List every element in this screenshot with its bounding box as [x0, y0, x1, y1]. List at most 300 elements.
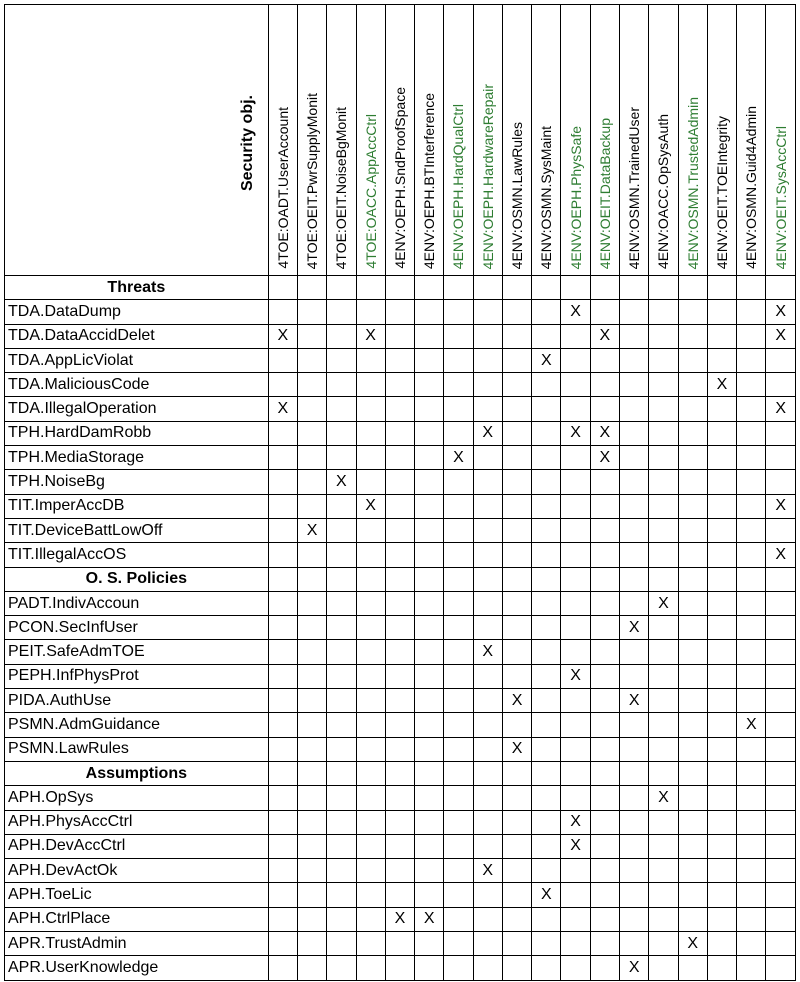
- empty-cell: [327, 494, 356, 518]
- empty-cell: [297, 689, 326, 713]
- empty-cell: [590, 470, 619, 494]
- empty-cell: [532, 810, 561, 834]
- empty-cell: [327, 446, 356, 470]
- empty-cell: [473, 591, 502, 615]
- empty-cell: [737, 324, 766, 348]
- empty-cell: [268, 713, 297, 737]
- table-row: [5, 956, 796, 980]
- column-header-label: 4ENV:OEIT.DataBackup: [596, 117, 613, 269]
- empty-cell: [707, 810, 736, 834]
- empty-cell: [707, 397, 736, 421]
- empty-cell: [268, 373, 297, 397]
- empty-cell: [766, 276, 796, 300]
- row-label: TIT.IllegalAccOS: [5, 543, 269, 567]
- empty-cell: [356, 616, 385, 640]
- empty-cell: [532, 761, 561, 785]
- table-row: [5, 373, 796, 397]
- column-header-label: 4ENV:OEIT.TOEIntegrity: [714, 115, 731, 269]
- empty-cell: [473, 834, 502, 858]
- column-header: [327, 5, 356, 276]
- empty-cell: [561, 446, 590, 470]
- empty-cell: [385, 737, 414, 761]
- column-header: [620, 5, 649, 276]
- empty-cell: [678, 518, 707, 542]
- empty-cell: [561, 324, 590, 348]
- table-row: [5, 713, 796, 737]
- empty-cell: [444, 300, 473, 324]
- empty-cell: [590, 518, 619, 542]
- empty-cell: [707, 494, 736, 518]
- table-row: [5, 421, 796, 445]
- empty-cell: [737, 567, 766, 591]
- empty-cell: [385, 640, 414, 664]
- empty-cell: [532, 567, 561, 591]
- section-heading: O. S. Policies: [5, 567, 269, 591]
- empty-cell: [502, 446, 531, 470]
- empty-cell: [707, 786, 736, 810]
- row-label: PCON.SecInfUser: [5, 616, 269, 640]
- empty-cell: [502, 373, 531, 397]
- empty-cell: [297, 786, 326, 810]
- empty-cell: [737, 276, 766, 300]
- empty-cell: [561, 737, 590, 761]
- empty-cell: [502, 810, 531, 834]
- empty-cell: [444, 664, 473, 688]
- empty-cell: [327, 907, 356, 931]
- table-row: [5, 810, 796, 834]
- empty-cell: [297, 324, 326, 348]
- empty-cell: [532, 834, 561, 858]
- empty-cell: [532, 470, 561, 494]
- empty-cell: [590, 761, 619, 785]
- empty-cell: [385, 397, 414, 421]
- empty-cell: [327, 591, 356, 615]
- empty-cell: [766, 373, 796, 397]
- empty-cell: [590, 373, 619, 397]
- empty-cell: [385, 834, 414, 858]
- mark-cell: X: [532, 883, 561, 907]
- empty-cell: [590, 689, 619, 713]
- empty-cell: [502, 834, 531, 858]
- section-row: [5, 276, 796, 300]
- empty-cell: [590, 640, 619, 664]
- mark-cell: X: [532, 348, 561, 372]
- empty-cell: [649, 494, 678, 518]
- empty-cell: [444, 883, 473, 907]
- empty-cell: [707, 883, 736, 907]
- empty-cell: [561, 907, 590, 931]
- empty-cell: [590, 664, 619, 688]
- empty-cell: [297, 276, 326, 300]
- empty-cell: [649, 713, 678, 737]
- empty-cell: [297, 616, 326, 640]
- table-row: [5, 446, 796, 470]
- empty-cell: [678, 664, 707, 688]
- mark-cell: X: [649, 591, 678, 615]
- empty-cell: [268, 567, 297, 591]
- empty-cell: [649, 859, 678, 883]
- empty-cell: [707, 834, 736, 858]
- mark-cell: X: [649, 786, 678, 810]
- empty-cell: [356, 348, 385, 372]
- empty-cell: [620, 324, 649, 348]
- empty-cell: [707, 616, 736, 640]
- empty-cell: [707, 421, 736, 445]
- empty-cell: [327, 786, 356, 810]
- empty-cell: [766, 713, 796, 737]
- column-header-label: 4ENV:OSMN.TrustedAdmin: [684, 96, 701, 269]
- empty-cell: [678, 494, 707, 518]
- empty-cell: [327, 567, 356, 591]
- empty-cell: [532, 859, 561, 883]
- table-row: [5, 737, 796, 761]
- empty-cell: [678, 834, 707, 858]
- row-label: APH.OpSys: [5, 786, 269, 810]
- empty-cell: [385, 932, 414, 956]
- empty-cell: [766, 737, 796, 761]
- mark-cell: X: [473, 421, 502, 445]
- column-header-label: 4ENV:OEIT.SysAccCtrl: [772, 125, 789, 269]
- mark-cell: X: [297, 518, 326, 542]
- table-row: [5, 494, 796, 518]
- empty-cell: [502, 932, 531, 956]
- empty-cell: [707, 737, 736, 761]
- column-header-label: 4ENV:OSMN.SysMaint: [538, 125, 555, 269]
- empty-cell: [766, 859, 796, 883]
- empty-cell: [502, 470, 531, 494]
- empty-cell: [737, 737, 766, 761]
- empty-cell: [444, 421, 473, 445]
- mapping-table: [4, 4, 796, 981]
- row-label: PEPH.InfPhysProt: [5, 664, 269, 688]
- empty-cell: [561, 470, 590, 494]
- empty-cell: [473, 713, 502, 737]
- header-row: [5, 5, 796, 276]
- empty-cell: [649, 907, 678, 931]
- empty-cell: [385, 713, 414, 737]
- empty-cell: [561, 786, 590, 810]
- empty-cell: [356, 421, 385, 445]
- empty-cell: [590, 834, 619, 858]
- corner-label: Security obj.: [238, 94, 256, 191]
- empty-cell: [649, 834, 678, 858]
- empty-cell: [356, 470, 385, 494]
- row-label: TPH.MediaStorage: [5, 446, 269, 470]
- empty-cell: [502, 883, 531, 907]
- empty-cell: [473, 689, 502, 713]
- empty-cell: [297, 300, 326, 324]
- empty-cell: [415, 446, 444, 470]
- empty-cell: [502, 324, 531, 348]
- empty-cell: [707, 664, 736, 688]
- empty-cell: [766, 834, 796, 858]
- empty-cell: [502, 616, 531, 640]
- empty-cell: [620, 421, 649, 445]
- empty-cell: [356, 689, 385, 713]
- empty-cell: [620, 713, 649, 737]
- empty-cell: [590, 907, 619, 931]
- empty-cell: [678, 567, 707, 591]
- section-row: [5, 761, 796, 785]
- column-header-label: 4ENV:OSMN.TrainedUser: [626, 106, 643, 269]
- row-label: PADT.IndivAccoun: [5, 591, 269, 615]
- empty-cell: [444, 761, 473, 785]
- empty-cell: [561, 689, 590, 713]
- empty-cell: [707, 567, 736, 591]
- empty-cell: [590, 810, 619, 834]
- empty-cell: [268, 907, 297, 931]
- empty-cell: [444, 713, 473, 737]
- empty-cell: [268, 446, 297, 470]
- empty-cell: [444, 518, 473, 542]
- empty-cell: [444, 470, 473, 494]
- column-header-label: 4ENV:OSMN.Guid4Admin: [743, 106, 760, 269]
- empty-cell: [356, 543, 385, 567]
- empty-cell: [356, 640, 385, 664]
- empty-cell: [737, 664, 766, 688]
- table-row: [5, 689, 796, 713]
- empty-cell: [532, 664, 561, 688]
- empty-cell: [385, 348, 414, 372]
- empty-cell: [327, 543, 356, 567]
- empty-cell: [678, 810, 707, 834]
- empty-cell: [620, 859, 649, 883]
- empty-cell: [327, 324, 356, 348]
- empty-cell: [678, 324, 707, 348]
- empty-cell: [707, 324, 736, 348]
- empty-cell: [297, 664, 326, 688]
- mark-cell: X: [590, 324, 619, 348]
- empty-cell: [297, 373, 326, 397]
- empty-cell: [473, 300, 502, 324]
- empty-cell: [707, 932, 736, 956]
- empty-cell: [678, 786, 707, 810]
- empty-cell: [268, 276, 297, 300]
- empty-cell: [473, 518, 502, 542]
- empty-cell: [415, 421, 444, 445]
- table-row: [5, 932, 796, 956]
- empty-cell: [620, 883, 649, 907]
- empty-cell: [620, 348, 649, 372]
- empty-cell: [415, 932, 444, 956]
- empty-cell: [473, 810, 502, 834]
- empty-cell: [649, 421, 678, 445]
- row-label: APR.TrustAdmin: [5, 932, 269, 956]
- column-header-label: 4TOE:OACC.AppAccCtrl: [362, 114, 379, 269]
- empty-cell: [737, 761, 766, 785]
- row-label: PEIT.SafeAdmTOE: [5, 640, 269, 664]
- empty-cell: [385, 470, 414, 494]
- empty-cell: [444, 543, 473, 567]
- empty-cell: [502, 276, 531, 300]
- empty-cell: [707, 446, 736, 470]
- empty-cell: [356, 300, 385, 324]
- empty-cell: [415, 689, 444, 713]
- empty-cell: [415, 518, 444, 542]
- empty-cell: [356, 591, 385, 615]
- empty-cell: [327, 689, 356, 713]
- empty-cell: [532, 397, 561, 421]
- column-header-label: 4ENV:OEPH.HardQualCtrl: [450, 103, 467, 269]
- mark-cell: X: [561, 421, 590, 445]
- empty-cell: [268, 761, 297, 785]
- empty-cell: [649, 373, 678, 397]
- column-header: [297, 5, 326, 276]
- empty-cell: [532, 494, 561, 518]
- row-label: PIDA.AuthUse: [5, 689, 269, 713]
- empty-cell: [327, 348, 356, 372]
- column-header: [649, 5, 678, 276]
- empty-cell: [415, 761, 444, 785]
- empty-cell: [356, 810, 385, 834]
- empty-cell: [590, 397, 619, 421]
- empty-cell: [385, 324, 414, 348]
- empty-cell: [473, 737, 502, 761]
- mark-cell: X: [561, 834, 590, 858]
- empty-cell: [532, 786, 561, 810]
- empty-cell: [385, 616, 414, 640]
- empty-cell: [473, 470, 502, 494]
- empty-cell: [649, 276, 678, 300]
- empty-cell: [561, 859, 590, 883]
- empty-cell: [268, 616, 297, 640]
- empty-cell: [415, 470, 444, 494]
- empty-cell: [473, 883, 502, 907]
- empty-cell: [502, 956, 531, 980]
- empty-cell: [590, 859, 619, 883]
- empty-cell: [415, 956, 444, 980]
- empty-cell: [649, 300, 678, 324]
- row-label: TIT.ImperAccDB: [5, 494, 269, 518]
- column-header: [415, 5, 444, 276]
- section-heading: Threats: [5, 276, 269, 300]
- empty-cell: [444, 786, 473, 810]
- empty-cell: [707, 761, 736, 785]
- empty-cell: [473, 664, 502, 688]
- mark-cell: X: [766, 397, 796, 421]
- empty-cell: [297, 397, 326, 421]
- empty-cell: [766, 956, 796, 980]
- column-header: [561, 5, 590, 276]
- empty-cell: [268, 543, 297, 567]
- empty-cell: [678, 421, 707, 445]
- empty-cell: [327, 956, 356, 980]
- empty-cell: [766, 664, 796, 688]
- empty-cell: [385, 446, 414, 470]
- empty-cell: [327, 664, 356, 688]
- empty-cell: [502, 713, 531, 737]
- empty-cell: [268, 664, 297, 688]
- empty-cell: [532, 373, 561, 397]
- column-header-label: 4ENV:OEPH.BTInterference: [421, 92, 438, 269]
- empty-cell: [297, 956, 326, 980]
- empty-cell: [444, 567, 473, 591]
- empty-cell: [268, 470, 297, 494]
- empty-cell: [707, 859, 736, 883]
- column-header: [737, 5, 766, 276]
- row-label: TDA.DataAccidDelet: [5, 324, 269, 348]
- empty-cell: [415, 543, 444, 567]
- empty-cell: [415, 324, 444, 348]
- empty-cell: [385, 689, 414, 713]
- empty-cell: [356, 373, 385, 397]
- empty-cell: [678, 397, 707, 421]
- empty-cell: [268, 810, 297, 834]
- empty-cell: [590, 883, 619, 907]
- empty-cell: [356, 932, 385, 956]
- table-row: [5, 834, 796, 858]
- empty-cell: [473, 567, 502, 591]
- empty-cell: [707, 956, 736, 980]
- empty-cell: [766, 421, 796, 445]
- mark-cell: X: [620, 616, 649, 640]
- empty-cell: [561, 591, 590, 615]
- empty-cell: [649, 664, 678, 688]
- empty-cell: [737, 616, 766, 640]
- empty-cell: [561, 348, 590, 372]
- empty-cell: [620, 300, 649, 324]
- empty-cell: [766, 470, 796, 494]
- empty-cell: [297, 713, 326, 737]
- empty-cell: [561, 518, 590, 542]
- table-row: [5, 616, 796, 640]
- empty-cell: [620, 276, 649, 300]
- row-label: PSMN.LawRules: [5, 737, 269, 761]
- empty-cell: [737, 348, 766, 372]
- empty-cell: [737, 446, 766, 470]
- security-objectives-matrix: [4, 4, 796, 978]
- table-row: [5, 883, 796, 907]
- empty-cell: [415, 373, 444, 397]
- empty-cell: [620, 591, 649, 615]
- empty-cell: [561, 640, 590, 664]
- empty-cell: [297, 932, 326, 956]
- empty-cell: [649, 470, 678, 494]
- empty-cell: [561, 373, 590, 397]
- empty-cell: [561, 397, 590, 421]
- empty-cell: [297, 737, 326, 761]
- empty-cell: [297, 640, 326, 664]
- empty-cell: [297, 494, 326, 518]
- empty-cell: [737, 689, 766, 713]
- empty-cell: [268, 689, 297, 713]
- row-label: TDA.MaliciousCode: [5, 373, 269, 397]
- row-label: APH.PhysAccCtrl: [5, 810, 269, 834]
- empty-cell: [297, 907, 326, 931]
- empty-cell: [444, 810, 473, 834]
- empty-cell: [473, 543, 502, 567]
- empty-cell: [532, 543, 561, 567]
- empty-cell: [590, 737, 619, 761]
- empty-cell: [327, 737, 356, 761]
- empty-cell: [590, 786, 619, 810]
- empty-cell: [620, 494, 649, 518]
- empty-cell: [532, 956, 561, 980]
- table-row: [5, 907, 796, 931]
- empty-cell: [532, 689, 561, 713]
- empty-cell: [297, 834, 326, 858]
- empty-cell: [444, 324, 473, 348]
- empty-cell: [502, 518, 531, 542]
- mark-cell: X: [678, 932, 707, 956]
- corner-header: [5, 5, 269, 276]
- empty-cell: [766, 786, 796, 810]
- empty-cell: [385, 859, 414, 883]
- empty-cell: [327, 932, 356, 956]
- empty-cell: [678, 276, 707, 300]
- empty-cell: [561, 883, 590, 907]
- row-label: TDA.AppLicViolat: [5, 348, 269, 372]
